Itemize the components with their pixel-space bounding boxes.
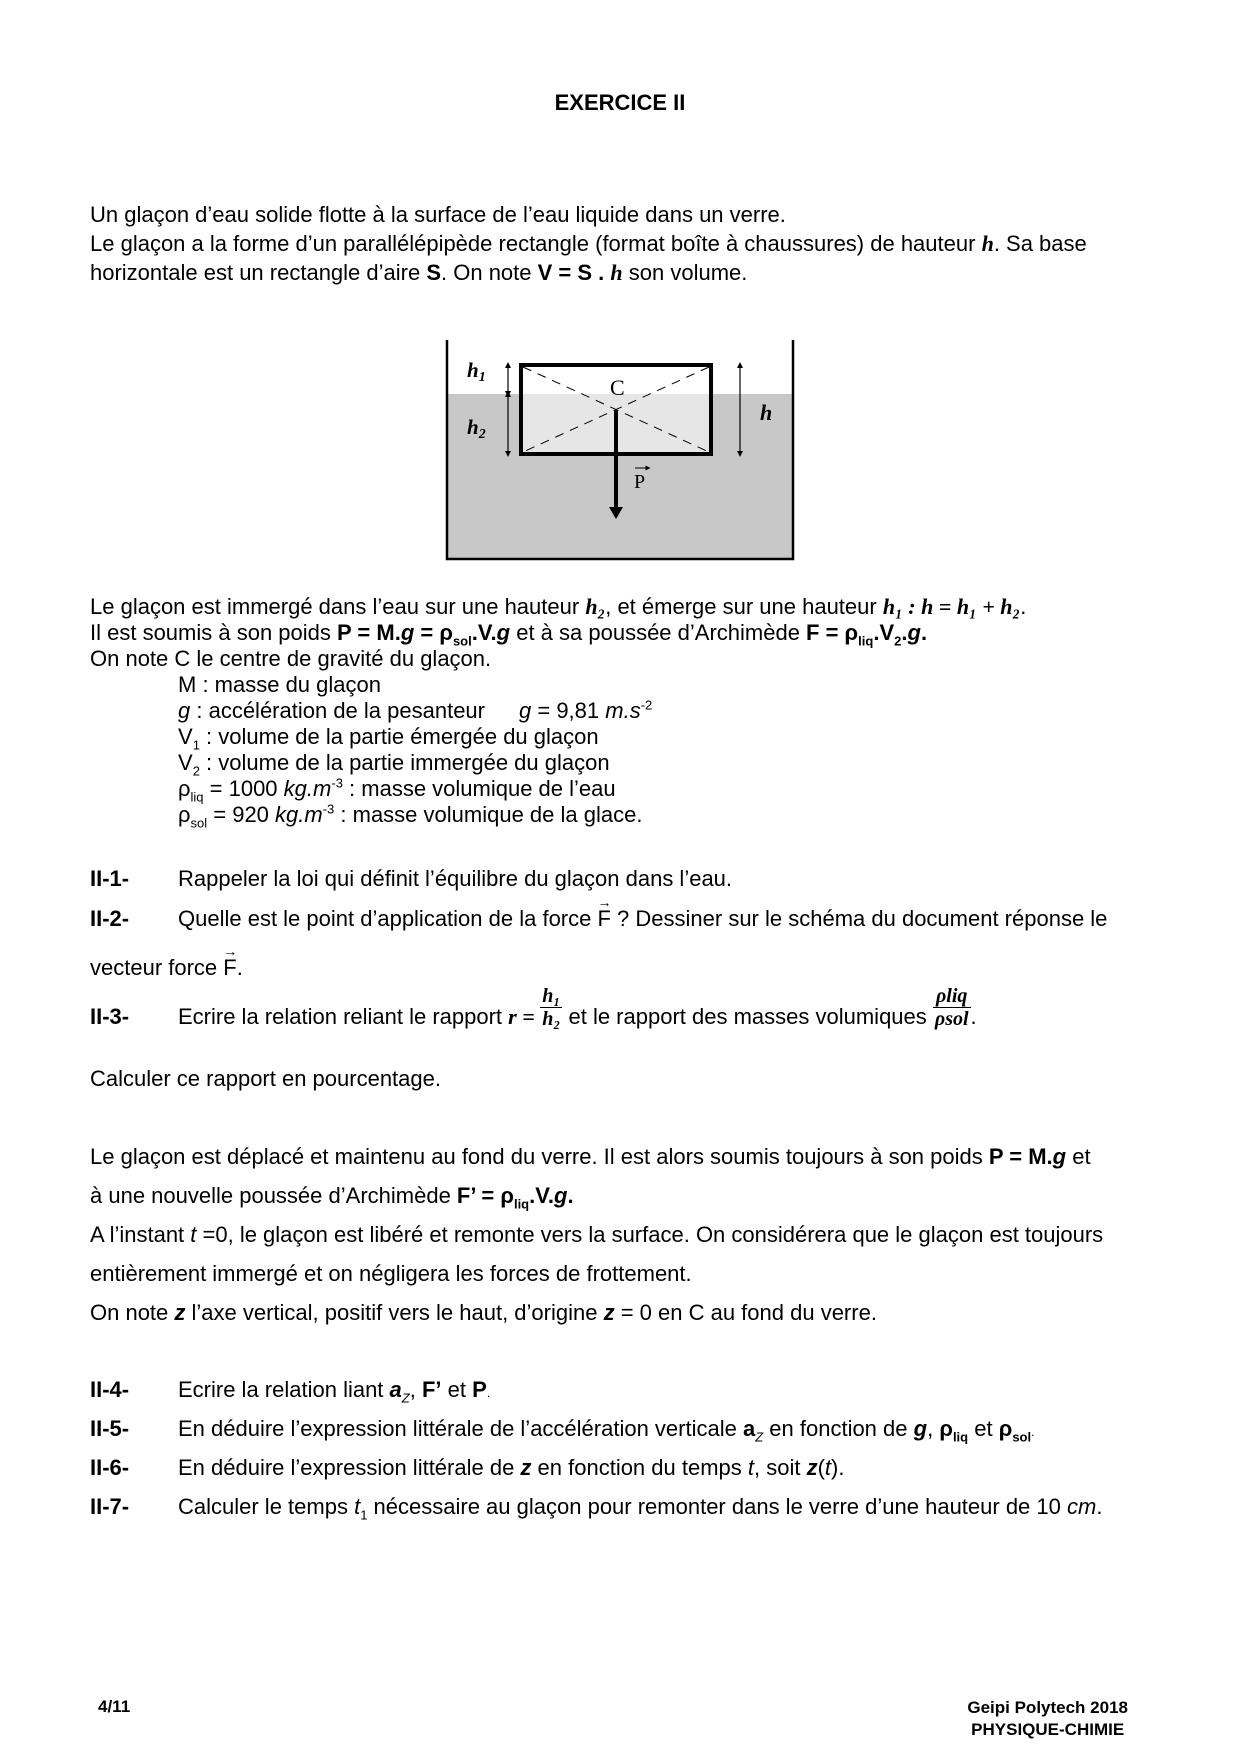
intro-line-3: horizontale est un rectangle d’aire S. On note V = S . h son volume. [90,260,748,285]
body-line-1: Le glaçon est immergé dans l’eau sur une hauteur h₂, et émerge sur une hauteur h₁ : h = h₁ + h₂. [90,594,1027,619]
footer-exam-name: Geipi Polytech 2018 [967,1698,1128,1717]
label-h: h [760,400,773,425]
question-2-cont: vecteur force → F. [90,954,243,981]
part2-line-1: Le glaçon est déplacé et maintenu au fond du verre. Il est alors soumis toujours à son poids P = M.g et [90,1144,1091,1169]
exercise-title: EXERCICE II [554,90,686,115]
ice-cube-diagram [440,335,800,565]
part2-line-3: A l’instant t =0, le glaçon est libéré et remonte vers la surface. On considérera que le glaçon est toujours [90,1222,1104,1247]
def-v2: $V_2$ : volume de la partie immergée du glaçon [178,750,610,779]
intro-line-1: Un glaçon d’eau solide flotte à la surface de l’eau liquide dans un verre. [90,202,786,227]
footer-exam-info [967,1697,1128,1741]
label-C: C [610,375,625,400]
intro-line-2: Le glaçon a la forme d’un parallélépipède rectangle (format boîte à chaussures) de hauteur h. Sa base [90,231,1087,256]
label-P: P [634,471,646,493]
def-mass: M : masse du glaçon [178,672,381,697]
part2-line-5: On note z l’axe vertical, positif vers le haut, d’origine z = 0 en C au fond du verre. [90,1300,877,1325]
footer-subject: PHYSIQUE-CHIMIE [971,1720,1125,1739]
part2-line-4: entièrement immergé et on négligera les forces de frottement. [90,1261,692,1286]
def-v1: $V_1$ : volume de la partie émergée du glaçon [178,724,599,753]
body-line-2: Il est soumis à son poids $P = M.g = \rho_{sol}.V.g$ et à sa poussée d’Archimède $F = \rho_{liq}.V_2.g$. [90,620,928,649]
part2-line-2: à une nouvelle poussée d’Archimède F’ = $\rho_{liq}.V.g$. [90,1183,574,1212]
def-rho-liq: $\rho_{liq} = 1000$ $kg.m^{-3}$ : masse volumique de l’eau [178,775,616,805]
page-number: 4/11 [98,1697,131,1716]
question-3-cont: Calculer ce rapport en pourcentage. [90,1066,441,1091]
def-rho-sol: $\rho_{sol} = 920$ $kg.m^{-3}$ : masse volumique de la glace. [178,801,643,831]
label-h1: h1 [467,358,486,385]
label-h2: h2 [467,415,486,442]
def-gravity: g : accélération de la pesanteur g = 9,81 $m.s^{-2}$ [178,697,653,723]
body-line-3: On note C le centre de gravité du glaçon. [90,646,492,671]
